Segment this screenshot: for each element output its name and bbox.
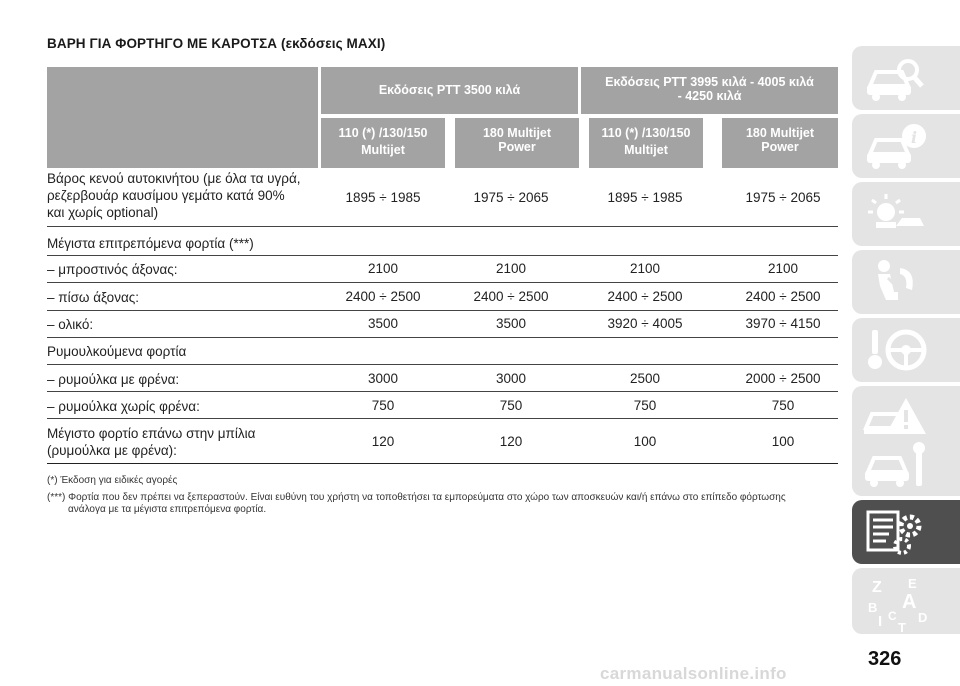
cell-value: 2000 ÷ 2500	[745, 371, 821, 386]
index-letter: T	[898, 620, 906, 634]
cell-value: 750	[499, 398, 523, 413]
cell-value: 3970 ÷ 4150	[745, 316, 821, 331]
row-empty-weight-line3: και χωρίς optional)	[47, 205, 159, 220]
header-group-ptt3995	[581, 67, 838, 114]
index-letter: Z	[872, 579, 882, 596]
cell-value: 2400 ÷ 2500	[473, 289, 549, 304]
index-letter: B	[868, 600, 878, 615]
header-sub-2-line1: 180 Multijet	[482, 126, 552, 140]
footnote-load-limits-line2: ανάλογα με τα μέγιστα επιτρεπόμενα φορτία.	[68, 504, 267, 515]
footnote-load-limits-line1: (***) Φορτία που δεν πρέπει να ξεπεραστούν. Είναι ευθύνη του χρήστη να τοποθετήσει τα εμπορεύματα στο χώρο των αποσκευών και/ή επάνω στο επίπεδο φόρτωσης	[47, 492, 786, 503]
row-empty-weight-line1: Βάρος κενού αυτοκινήτου (με όλα τα υγρά,	[47, 171, 301, 186]
svg-text:i: i	[911, 128, 918, 147]
header-sub-4	[722, 118, 838, 168]
cell-value: 100	[633, 434, 657, 449]
sidebar-tab-safety[interactable]	[852, 250, 960, 314]
cell-value: 3920 ÷ 4005	[607, 316, 683, 331]
cell-value: 750	[633, 398, 657, 413]
cell-value: 750	[771, 398, 795, 413]
cell-value: 2100	[629, 261, 661, 276]
row-divider	[47, 337, 838, 338]
car-info-icon	[862, 120, 932, 172]
row-trailer-unbraked-label: – ρυμούλκα χωρίς φρένα:	[47, 399, 200, 414]
index-letters-icon	[862, 574, 942, 634]
cell-value: 120	[499, 434, 523, 449]
header-sub-2	[455, 118, 579, 168]
header-sub-3-line2: Multijet	[624, 143, 668, 157]
cell-value: 3500	[495, 316, 527, 331]
row-max-loads-heading: Μέγιστα επιτρεπόμενα φορτία (***)	[47, 236, 254, 251]
row-empty-weight-line2: ρεζερβουάρ καυσίμου γεμάτο κατά 90%	[47, 188, 285, 203]
cell-value: 1895 ÷ 1985	[345, 190, 421, 205]
header-sub-3	[589, 118, 703, 168]
header-sub-4-line1: 180 Multijet	[745, 126, 815, 140]
row-empty-weight-label	[47, 170, 301, 221]
index-letter: C	[888, 609, 897, 623]
car-search-icon	[862, 52, 932, 104]
cell-value: 3000	[367, 371, 399, 386]
cell-value: 2100	[367, 261, 399, 276]
index-letter: A	[902, 591, 917, 613]
header-sub-1-line1: 110 (*) /130/150	[338, 126, 428, 140]
header-sub-2-line2: Power	[498, 140, 536, 154]
cell-value: 1895 ÷ 1985	[607, 190, 683, 205]
cell-value: 1975 ÷ 2065	[473, 190, 549, 205]
row-divider	[47, 418, 838, 419]
header-sub-1-line2: Multijet	[361, 143, 405, 157]
cell-value: 2500	[629, 371, 661, 386]
table-header-blank	[47, 67, 318, 168]
sidebar-tab-car-info[interactable]	[852, 114, 960, 178]
sidebar-tab-service[interactable]	[852, 434, 960, 496]
index-letter: E	[908, 576, 917, 591]
sidebar-tab-index[interactable]	[852, 568, 960, 634]
car-service-icon	[862, 440, 932, 492]
cell-value: 1975 ÷ 2065	[745, 190, 821, 205]
dashboard-light-icon	[862, 188, 932, 240]
cell-value: 100	[771, 434, 795, 449]
row-total-label: – ολικό:	[47, 317, 94, 332]
row-divider	[47, 310, 838, 311]
row-trailer-braked-label: – ρυμούλκα με φρένα:	[47, 372, 180, 387]
index-letter: D	[918, 610, 928, 625]
cell-value: 750	[371, 398, 395, 413]
row-divider	[47, 226, 838, 227]
row-divider	[47, 364, 838, 365]
sidebar-tab-technical-data[interactable]	[852, 500, 960, 564]
row-towed-loads-heading: Ρυμουλκούμενα φορτία	[47, 344, 187, 359]
row-towball-line1: Μέγιστο φορτίο επάνω στην μπίλια	[47, 426, 256, 441]
header-group-ptt3500	[321, 67, 578, 114]
table-bottom-line	[47, 463, 838, 464]
cell-value: 2400 ÷ 2500	[345, 289, 421, 304]
row-towball-load-label	[47, 425, 255, 459]
header-group-ptt3995-line2: - 4250 κιλά	[677, 89, 742, 103]
technical-data-icon	[862, 506, 932, 558]
row-divider	[47, 391, 838, 392]
header-sub-4-line2: Power	[761, 140, 799, 154]
index-letter: I	[878, 613, 883, 630]
cell-value: 2400 ÷ 2500	[745, 289, 821, 304]
sidebar-tab-car-search[interactable]	[852, 46, 960, 110]
watermark: carmanualsonline.info	[600, 664, 787, 683]
cell-value: 120	[371, 434, 395, 449]
header-group-ptt3500-label: Εκδόσεις PTT 3500 κιλά	[378, 83, 521, 97]
cell-value: 2400 ÷ 2500	[607, 289, 683, 304]
cell-value: 2100	[767, 261, 799, 276]
cell-value: 2100	[495, 261, 527, 276]
row-divider	[47, 255, 838, 256]
row-towball-line2: (ρυμούλκα με φρένα):	[47, 443, 177, 458]
header-sub-3-line1: 110 (*) /130/150	[601, 126, 691, 140]
steering-wheel-icon	[862, 324, 932, 376]
page-number: 326	[868, 648, 902, 670]
header-group-ptt3995-line1: Εκδόσεις PTT 3995 κιλά - 4005 κιλά	[605, 75, 814, 89]
cell-value: 3500	[367, 316, 399, 331]
row-divider	[47, 282, 838, 283]
footnote-special-markets: (*) Έκδοση για ειδικές αγορές	[47, 475, 178, 486]
header-sub-1	[321, 118, 445, 168]
footnote-load-limits	[47, 492, 837, 516]
row-rear-axle-label: – πίσω άξονας:	[47, 290, 140, 305]
sidebar-tab-dashboard-lights[interactable]	[852, 182, 960, 246]
cell-value: 3000	[495, 371, 527, 386]
page-title: ΒΑΡΗ ΓΙΑ ΦΟΡΤΗΓΟ ΜΕ ΚΑΡΟΤΣΑ (εκδόσεις MAXI)	[47, 36, 386, 51]
row-front-axle-label: – μπροστινός άξονας:	[47, 262, 178, 277]
sidebar-tab-starting-driving[interactable]	[852, 318, 960, 382]
airbag-icon	[862, 256, 932, 308]
